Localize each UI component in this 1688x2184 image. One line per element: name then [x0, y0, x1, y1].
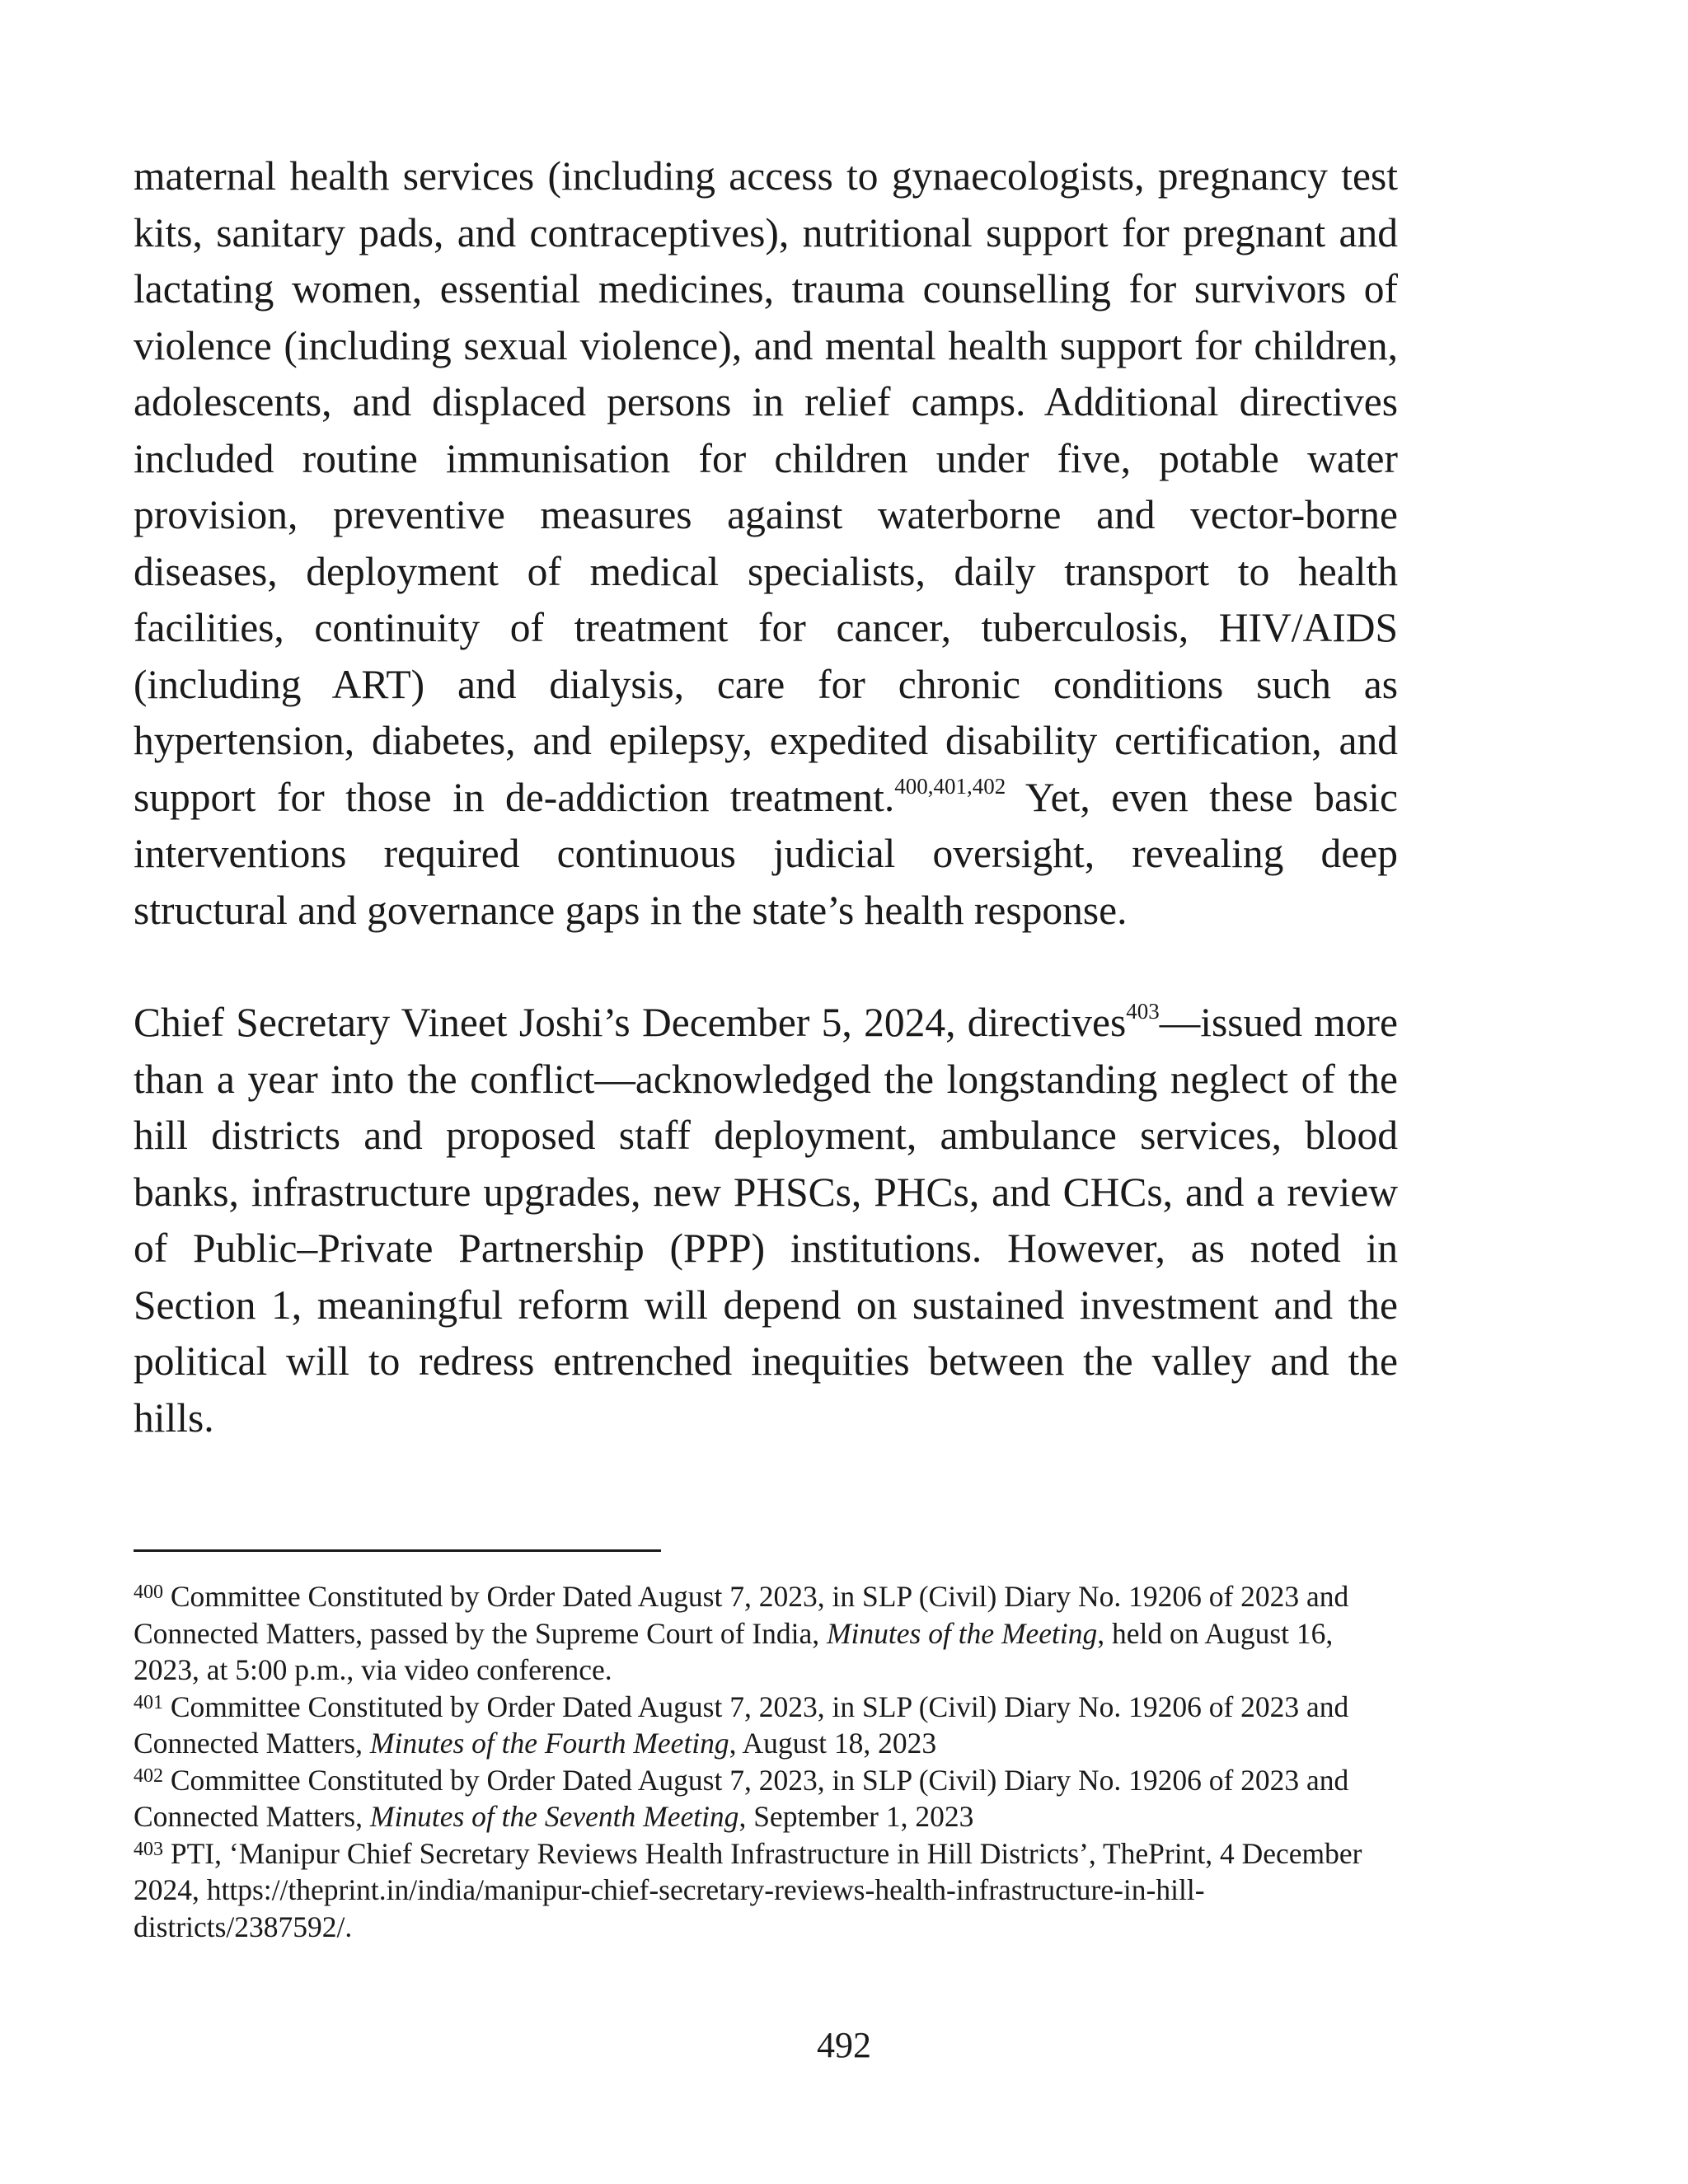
footnote-italic-title: Minutes of the Meeting	[826, 1616, 1098, 1650]
footnote-italic-title: Minutes of the Fourth Meeting	[369, 1727, 729, 1760]
footnote-number: 403	[134, 1838, 163, 1860]
paragraph-1-text-continued: Yet, even these basic interventions required continuous judicial oversight, revealing deep structural and governance gaps in the state’s health response.	[134, 774, 1398, 933]
footnote-ref-403[interactable]: 403	[1126, 999, 1160, 1024]
footnote-text-continued: , held on August 16, 2023, at 5:00 p.m., via video conference.	[134, 1616, 1334, 1686]
footnote-text: Committee Constituted by Order Dated August 7, 2023, in SLP (Civil) Diary No. 19206 of 2023 and Connected Matters, passed by the Supreme Court of India,	[134, 1580, 1349, 1650]
body-paragraph-1	[134, 148, 1398, 939]
footnote-text-continued: , September 1, 2023	[738, 1800, 974, 1833]
footnote-text-continued: , August 18, 2023	[729, 1727, 937, 1760]
body-paragraph-2	[134, 995, 1398, 1446]
footnote-text: Committee Constituted by Order Dated August 7, 2023, in SLP (Civil) Diary No. 19206 of 2023 and Connected Matters,	[134, 1690, 1349, 1760]
footnotes	[134, 1578, 1398, 1945]
footnote-number: 400	[134, 1582, 163, 1603]
footnote-text: Committee Constituted by Order Dated August 7, 2023, in SLP (Civil) Diary No. 19206 of 2023 and Connected Matters,	[134, 1763, 1349, 1833]
footnote-number: 401	[134, 1691, 163, 1713]
footnote-403	[134, 1835, 1398, 1946]
footnote-text: PTI, ‘Manipur Chief Secretary Reviews Health Infrastructure in Hill Districts’, ThePrint, 4 December 2024, https://theprint.in/india/manipur-chief-secretary-reviews-health-infrastructure-in-hill-districts/2387592/.	[134, 1836, 1362, 1943]
footnote-number: 402	[134, 1765, 163, 1787]
footnote-divider	[134, 1549, 661, 1552]
footnote-italic-title: Minutes of the Seventh Meeting	[369, 1800, 739, 1833]
paragraph-2-text-continued: —issued more than a year into the conflict—acknowledged the longstanding neglect of the hill districts and proposed staff deployment, ambulance services, blood banks, infrastructure upgrades, new PHSCs, PHCs, and CHCs, and a review of Public–Private Partnership (PPP) institutions. However, as noted in Section 1, meaningful reform will depend on sustained investment and the political will to redress entrenched inequities between the valley and the hills.	[134, 1000, 1398, 1441]
footnote-400	[134, 1578, 1398, 1689]
paragraph-2-text: Chief Secretary Vineet Joshi’s December 5, 2024, directives	[134, 1000, 1127, 1045]
document-body	[134, 148, 1398, 1446]
paragraph-1-text: maternal health services (including access to gynaecologists, pregnancy test kits, sanitary pads, and contraceptives), nutritional support for pregnant and lactating women, essential medicines, trauma counselling for survivors of violence (including sexual violence), and mental health support for children, adolescents, and displaced persons in relief camps. Additional directives included routine immunisation for children under five, potable water provision, preventive measures against waterborne and vector-borne diseases, deployment of medical specialists, daily transport to health facilities, continuity of treatment for cancer, tuberculosis, HIV/AIDS (including ART) and dialysis, care for chronic conditions such as hypertension, diabetes, and epilepsy, expedited disability certification, and support for those in de-addiction treatment.	[134, 153, 1398, 820]
footnote-402	[134, 1762, 1398, 1835]
footnote-401	[134, 1689, 1398, 1762]
footnote-ref-400-401-402[interactable]: 400,401,402	[894, 773, 1006, 799]
page-number: 492	[817, 2025, 871, 2065]
